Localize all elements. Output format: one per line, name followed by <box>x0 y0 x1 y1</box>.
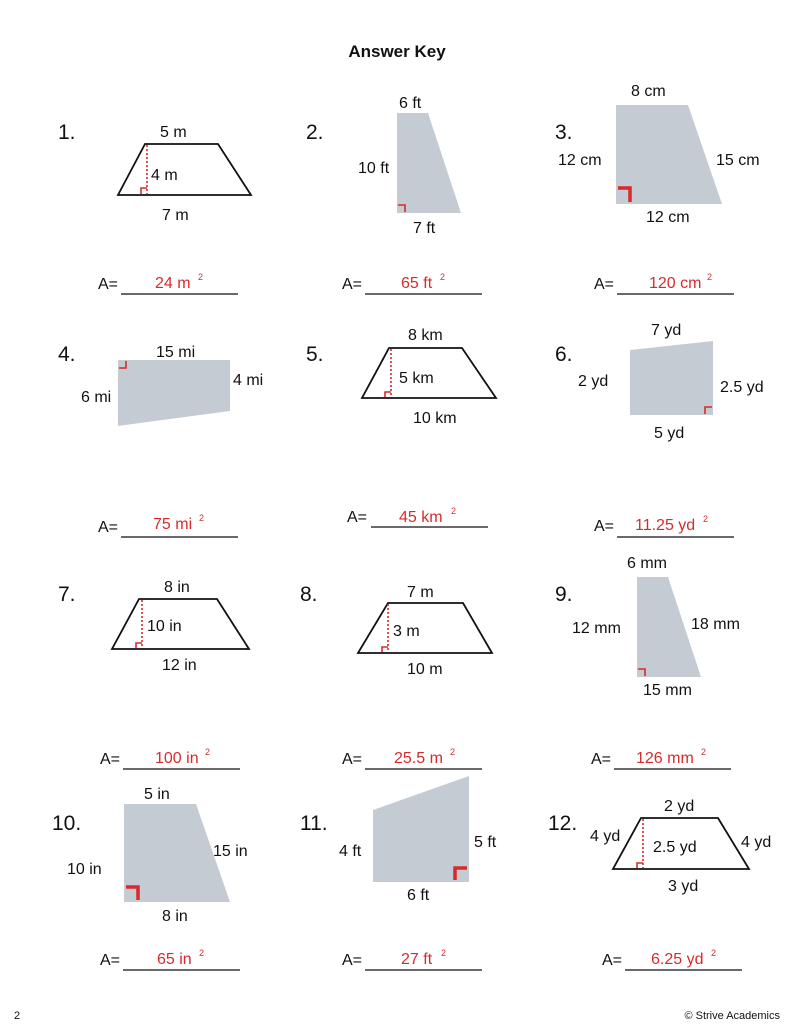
dimension-label: 18 mm <box>691 616 740 633</box>
answer-value: 65 ft <box>401 275 433 292</box>
problem-9 <box>555 555 740 769</box>
answer-value: 65 in <box>157 951 192 968</box>
answer-value: 6.25 yd <box>651 951 704 968</box>
dimension-label: 15 cm <box>716 152 760 169</box>
answer-value: 120 cm <box>649 275 702 292</box>
dimension-label: 7 m <box>407 584 434 601</box>
area-label: A= <box>100 952 121 969</box>
problem-5 <box>306 327 496 527</box>
problem-3 <box>555 83 760 294</box>
problem-number: 11. <box>300 812 328 835</box>
dimension-label: 5 m <box>160 124 187 141</box>
trapezoid-shape <box>373 776 469 882</box>
area-label: A= <box>98 519 119 536</box>
area-label: A= <box>602 952 623 969</box>
trapezoid-shape <box>118 360 230 426</box>
dimension-label: 10 km <box>413 410 457 427</box>
answer-exponent: 2 <box>199 948 205 958</box>
right-angle-marker <box>385 392 391 397</box>
answer-exponent: 2 <box>441 948 447 958</box>
problem-number: 1. <box>58 121 76 144</box>
area-label: A= <box>342 751 363 768</box>
dimension-label: 3 m <box>393 623 420 640</box>
answer-value: 24 m <box>155 275 191 292</box>
dimension-label: 5 ft <box>474 834 497 851</box>
answer-exponent: 2 <box>450 747 456 757</box>
answer-exponent: 2 <box>199 513 205 523</box>
dimension-label: 4 mi <box>233 372 264 389</box>
problem-12 <box>548 798 771 970</box>
answer-exponent: 2 <box>205 747 211 757</box>
dimension-label: 12 cm <box>646 209 690 226</box>
dimension-label: 6 ft <box>407 887 430 904</box>
problem-number: 2. <box>306 121 324 144</box>
dimension-label: 2 yd <box>664 798 695 815</box>
dimension-label: 10 in <box>67 861 102 878</box>
problem-number: 6. <box>555 343 573 366</box>
problem-number: 4. <box>58 343 76 366</box>
dimension-label: 6 mm <box>627 555 667 572</box>
dimension-label: 3 yd <box>668 878 699 895</box>
trapezoid-shape <box>118 144 251 195</box>
answer-value: 45 km <box>399 509 443 526</box>
answer-exponent: 2 <box>707 272 713 282</box>
right-angle-marker <box>637 863 643 868</box>
dimension-label: 5 km <box>399 370 434 387</box>
area-label: A= <box>347 509 368 526</box>
area-label: A= <box>591 751 612 768</box>
dimension-label: 15 in <box>213 843 248 860</box>
dimension-label: 12 mm <box>572 620 621 637</box>
problem-4 <box>58 343 263 537</box>
problem-8 <box>300 583 492 769</box>
dimension-label: 2.5 yd <box>653 839 697 856</box>
area-label: A= <box>594 276 615 293</box>
dimension-label: 7 yd <box>651 322 682 339</box>
area-label: A= <box>594 518 615 535</box>
dimension-label: 4 yd <box>590 828 621 845</box>
area-label: A= <box>342 952 363 969</box>
problem-number: 9. <box>555 583 573 606</box>
dimension-label: 8 in <box>164 579 190 596</box>
problem-6 <box>555 322 764 537</box>
area-label: A= <box>342 276 363 293</box>
answer-value: 25.5 m <box>394 750 443 767</box>
right-angle-marker <box>382 647 388 652</box>
problem-11 <box>300 776 497 970</box>
copyright-notice: © Strive Academics <box>684 1010 780 1022</box>
page-number: 2 <box>14 1010 21 1022</box>
answer-exponent: 2 <box>451 506 457 516</box>
dimension-label: 8 cm <box>631 83 666 100</box>
dimension-label: 5 yd <box>654 425 685 442</box>
answer-exponent: 2 <box>711 948 717 958</box>
problem-7 <box>58 579 249 769</box>
problem-number: 7. <box>58 583 76 606</box>
dimension-label: 6 mi <box>81 389 112 406</box>
dimension-label: 7 ft <box>413 220 436 237</box>
trapezoid-shape <box>397 113 461 213</box>
trapezoid-shape <box>358 603 492 653</box>
problem-number: 5. <box>306 343 324 366</box>
dimension-label: 15 mm <box>643 682 692 699</box>
trapezoid-shape <box>616 105 722 204</box>
dimension-label: 8 in <box>162 908 188 925</box>
dimension-label: 10 ft <box>358 160 390 177</box>
dimension-label: 5 in <box>144 786 170 803</box>
dimension-label: 7 m <box>162 207 189 224</box>
answer-exponent: 2 <box>440 272 446 282</box>
problem-10 <box>52 786 248 970</box>
dimension-label: 12 cm <box>558 152 602 169</box>
answer-exponent: 2 <box>198 272 204 282</box>
answer-value: 100 in <box>155 750 199 767</box>
dimension-label: 2 yd <box>578 373 609 390</box>
right-angle-marker <box>141 188 147 194</box>
problem-number: 10. <box>52 812 82 835</box>
dimension-label: 15 mi <box>156 344 196 361</box>
problem-2 <box>306 95 482 294</box>
answer-value: 11.25 yd <box>635 517 696 534</box>
answer-value: 75 mi <box>153 516 193 533</box>
area-label: A= <box>98 276 119 293</box>
problem-1 <box>58 121 251 294</box>
dimension-label: 4 yd <box>741 834 772 851</box>
problem-number: 8. <box>300 583 318 606</box>
answer-value: 27 ft <box>401 951 433 968</box>
right-angle-marker <box>136 643 142 648</box>
dimension-label: 10 m <box>407 661 443 678</box>
dimension-label: 8 km <box>408 327 443 344</box>
problem-number: 12. <box>548 812 578 835</box>
dimension-label: 4 m <box>151 167 178 184</box>
dimension-label: 10 in <box>147 618 182 635</box>
trapezoid-shape <box>630 341 713 415</box>
page-title: Answer Key <box>348 42 446 61</box>
dimension-label: 6 ft <box>399 95 422 112</box>
answer-value: 126 mm <box>636 750 694 767</box>
answer-exponent: 2 <box>703 514 709 524</box>
dimension-label: 12 in <box>162 657 197 674</box>
answer-exponent: 2 <box>701 747 707 757</box>
area-label: A= <box>100 751 121 768</box>
dimension-label: 2.5 yd <box>720 379 764 396</box>
problem-number: 3. <box>555 121 573 144</box>
dimension-label: 4 ft <box>339 843 362 860</box>
